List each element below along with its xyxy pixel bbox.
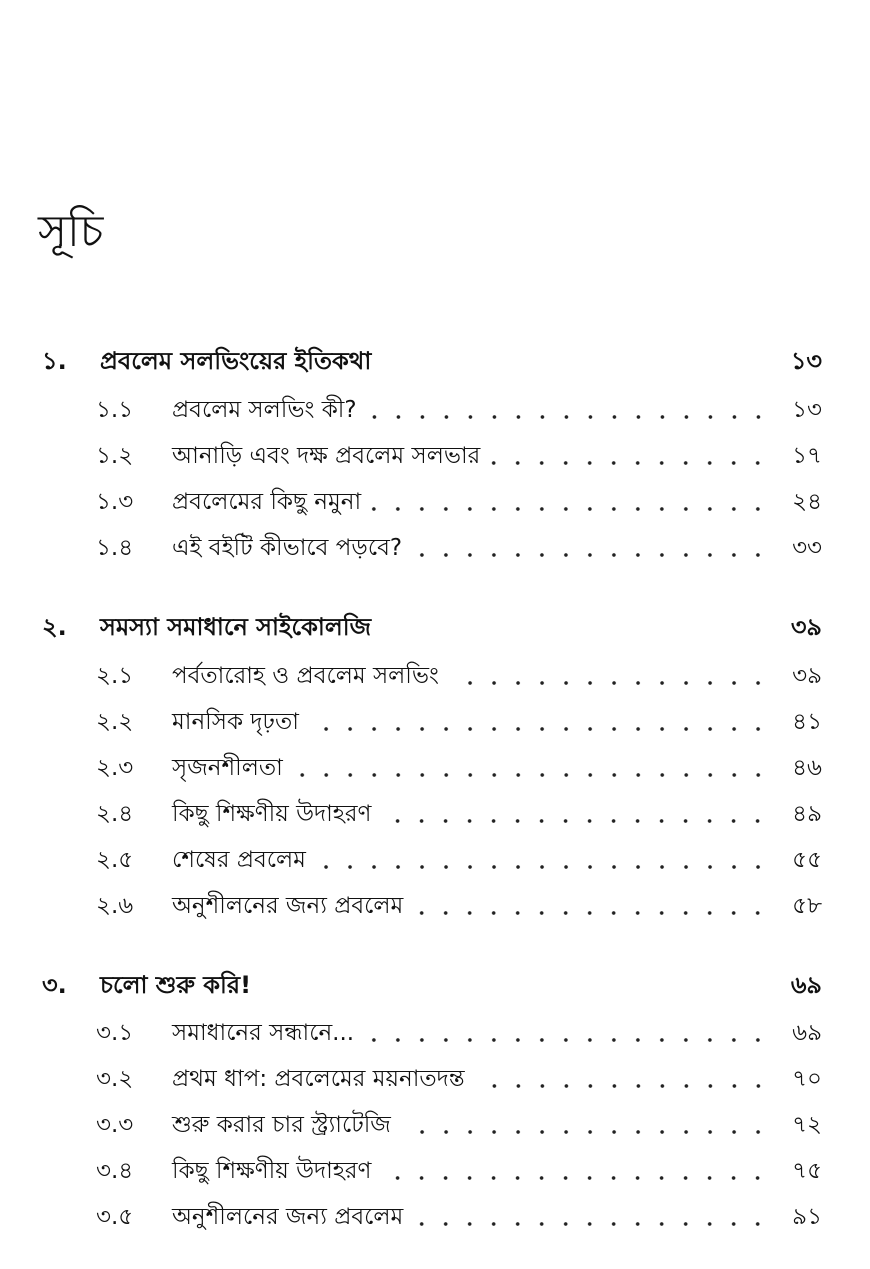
section-number: ৩.১ (96, 1019, 134, 1046)
page-title: সূচি (38, 206, 104, 257)
section-row (96, 1197, 822, 1237)
section-page-number: ১৩ (792, 396, 822, 423)
dot-leader (412, 552, 770, 558)
chapter-row (42, 343, 822, 383)
section-page-number: ২৪ (792, 488, 822, 515)
chapter-number: ১. (42, 347, 67, 375)
chapter-title: প্রবলেম সলভিংয়ের ইতিকথা (100, 347, 372, 375)
dot-leader (364, 1037, 770, 1043)
section-number: ১.৪ (96, 534, 134, 561)
section-page-number: ৫৫ (792, 846, 822, 873)
section-number: ১.৩ (96, 488, 134, 515)
section-title: আনাড়ি এবং দক্ষ প্রবলেম সলভার (172, 442, 481, 469)
section-row (96, 656, 822, 696)
section-row (96, 528, 822, 568)
section-title: অনুশীলনের জন্য প্রবলেম (172, 1203, 404, 1230)
section-page-number: ৩৩ (792, 534, 822, 561)
section-page-number: ৭০ (792, 1065, 822, 1092)
section-row (96, 1105, 822, 1145)
section-row (96, 840, 822, 880)
dot-leader (401, 1129, 770, 1135)
section-number: ৩.৫ (96, 1203, 134, 1230)
section-row (96, 390, 822, 430)
dot-leader (381, 1175, 770, 1181)
section-page-number: ৫৮ (792, 892, 822, 919)
section-row (96, 748, 822, 788)
section-row (96, 794, 822, 834)
section-row (96, 1151, 822, 1191)
dot-leader (316, 864, 770, 870)
dot-leader (449, 680, 770, 686)
dot-leader (413, 910, 770, 916)
section-row (96, 886, 822, 926)
section-row (96, 1013, 822, 1053)
section-number: ৩.৪ (96, 1157, 134, 1184)
section-number: ২.৩ (96, 754, 134, 781)
section-page-number: ৭২ (792, 1111, 822, 1138)
section-number: ২.৪ (96, 800, 134, 827)
section-number: ২.১ (96, 662, 134, 689)
dot-leader (367, 414, 770, 420)
chapter-page-number: ১৩ (790, 347, 822, 375)
chapter-number: ২. (42, 613, 67, 641)
chapter-number: ৩. (42, 971, 67, 999)
section-title: পর্বতারোহ ও প্রবলেম সলভিং (172, 662, 439, 689)
section-number: ২.৬ (96, 892, 134, 919)
section-title: মানসিক দৃঢ়তা (172, 708, 299, 735)
section-title: প্রথম ধাপ: প্রবলেমের ময়নাতদন্ত (172, 1065, 465, 1092)
section-row (96, 436, 822, 476)
section-title: অনুশীলনের জন্য প্রবলেম (172, 892, 404, 919)
dot-leader (309, 726, 770, 732)
dot-leader (293, 772, 770, 778)
section-row (96, 702, 822, 742)
section-title: শুরু করার চার স্ট্র্যাটেজি (172, 1111, 391, 1138)
dot-leader (413, 1221, 770, 1227)
chapter-row (42, 967, 822, 1007)
chapter-row (42, 609, 822, 649)
section-title: সৃজনশীলতা (172, 754, 283, 781)
section-number: ২.২ (96, 708, 134, 735)
dot-leader (371, 506, 770, 512)
dot-leader (475, 1083, 770, 1089)
chapter-title: সমস্যা সমাধানে সাইকোলজি (100, 613, 372, 641)
section-title: প্রবলেম সলভিং কী? (172, 396, 357, 423)
section-page-number: ৬৯ (792, 1019, 822, 1046)
section-row (96, 482, 822, 522)
section-title: শেষের প্রবলেম (172, 846, 306, 873)
section-page-number: ৪১ (792, 708, 822, 735)
section-number: ১.২ (96, 442, 134, 469)
section-title: এই বইটি কীভাবে পড়বে? (172, 534, 403, 561)
section-page-number: ৭৫ (792, 1157, 822, 1184)
section-row (96, 1059, 822, 1099)
section-page-number: ৪৬ (792, 754, 822, 781)
dot-leader (381, 818, 770, 824)
section-number: ৩.২ (96, 1065, 134, 1092)
section-title: কিছু শিক্ষণীয় উদাহরণ (172, 800, 372, 827)
chapter-page-number: ৩৯ (790, 613, 822, 641)
section-number: ১.১ (96, 396, 134, 423)
section-number: ২.৫ (96, 846, 134, 873)
dot-leader (490, 460, 770, 466)
section-page-number: ৪৯ (792, 800, 822, 827)
chapter-title: চলো শুরু করি! (100, 971, 252, 999)
section-page-number: ৯১ (792, 1203, 822, 1230)
section-title: কিছু শিক্ষণীয় উদাহরণ (172, 1157, 372, 1184)
section-title: সমাধানের সন্ধানে... (172, 1019, 355, 1046)
section-page-number: ১৭ (792, 442, 822, 469)
section-title: প্রবলেমের কিছু নমুনা (172, 488, 362, 515)
section-number: ৩.৩ (96, 1111, 134, 1138)
chapter-page-number: ৬৯ (790, 971, 822, 999)
section-page-number: ৩৯ (792, 662, 822, 689)
